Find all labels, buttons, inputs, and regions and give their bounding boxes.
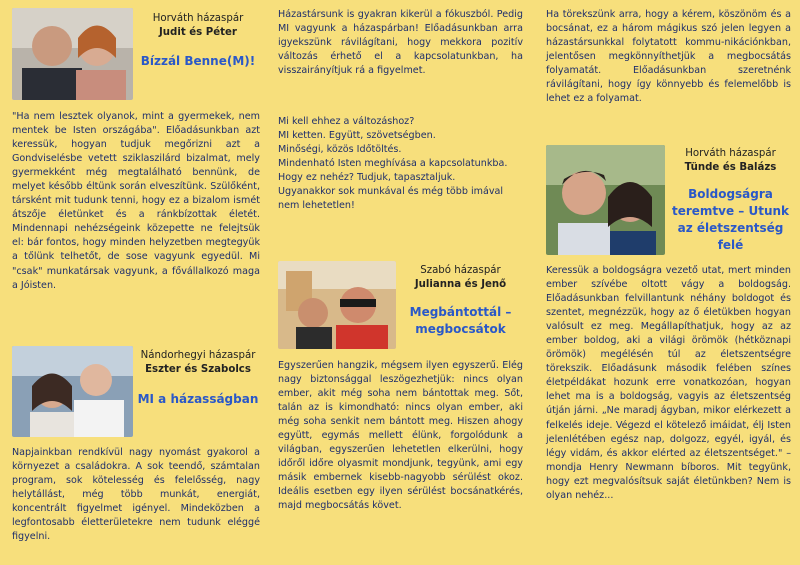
couple-label: Horváth házaspár — [685, 148, 776, 159]
questions-text: Mi kell ehhez a változáshoz? MI ketten. Együtt, szövetségben. Minőségi, közös Időtöltés. Mindenható Isten meghívása a kapcsolatunkba. Hogy ez nehéz? Tudjuk, tapasztaljuk. Ugyanakkor sok munkával és még több imával nem lehetetlen! — [278, 116, 508, 212]
couple-names: Judit és Péter — [159, 27, 237, 38]
couple-header-judit-peter — [136, 12, 260, 70]
intro-text: Házastársunk is gyakran kikerül a fókuszból. Pedig MI vagyunk a házaspárban! Előadásunkban arra igyekszünk rávilágítani, hogy mekkora pozitív változás érhető el a kapcsolatunkban, ha visszairányítjuk rá a figyelmet. — [278, 9, 523, 77]
couple-label: Szabó házaspár — [420, 265, 501, 276]
couple-photo-julianna-jeno — [278, 261, 396, 349]
couple-photo-eszter-szabolcs — [12, 346, 133, 437]
talk-description: Egyszerűen hangzik, mégsem ilyen egyszerű. Elég nagy biztonsággal leszögezhetjük: nincs olyan ember, akit még soha nem bántottak meg. Sőt, talán az is kimondható: nincs olyan ember, aki még soha senkit nem bántott meg. Hiszen ahogy együtt, egymás mellett élünk, forgolódunk a világban, egyszerűen lehetetlen elkerülni, hogy időről időre olyasmit mondjunk, tegyünk, ami egy másik embernek kisebb-nagyobb sérülést okoz. Ideális esetben egy ilyen sérülést bocsánatkérés, majd megbocsátás követ. — [278, 360, 523, 512]
couple-names: Julianna és Jenő — [414, 279, 507, 290]
couple-names: Eszter és Szabolcs — [145, 364, 251, 375]
column-left — [12, 0, 260, 565]
talk-title: MI a házasságban — [137, 392, 259, 406]
intro-text: Ha törekszünk arra, hogy a kérem, köszönöm és a bocsánat, ez a három mágikus szó jelen legyen a házastársunkkal folytatott kommu-nikációnkban, jelentősen megkönnyíthetjük a megbocsátás folyamatát. Előadásunkban szeretnénk rávilágítani, hogy így könnyebb és felemelőbb is lehet ez a folyamat. — [546, 9, 791, 105]
couple-label: Nándorhegyi házaspár — [140, 350, 256, 361]
talk-title: Megbántottál – megbocsátok — [409, 305, 512, 336]
talk-description: Napjainkban rendkívül nagy nyomást gyakorol a környezet a családokra. A sok teendő, számtalan program, sok kötelesség és felelősség, nagy helytállást, még több munkát, energiát, koncentrált figyelmet igényel. Mindeközben a legfontosabb életterületekre nem tudunk eléggé figyelni. — [12, 447, 260, 543]
talk-title: Boldogságra teremtve – Utunk az életszentség felé — [671, 187, 790, 252]
couple-photo-tunde-balazs — [546, 145, 665, 255]
couple-photo-judit-peter — [12, 8, 133, 100]
couple-header-tunde-balazs — [670, 147, 791, 254]
talk-description: "Ha nem lesztek olyanok, mint a gyermekek, nem mentek be Isten országába". Előadásunkban azt keressük, hogyan tudjuk megőrizni azt a Gondviselésbe vetett sziklaszilárd bizalmat, mely gyermekként még megtalálható bennünk, de melyet később éltünk során elveszítünk. Szülőként, társként mit tudunk tenni, hogy ez a bizalom ismét átszője életünket és a ránkbízottak életét. Mindennapi nehézségeink közepette ne felejtsük el: bár fontos, hogy minden helyzetben megtegyük a tőlünk telhetőt, de sose vagyunk egyedül. Mi "csak" munkatársak vagyunk, a fővállalkozó maga a Jóisten. — [12, 111, 260, 291]
couple-names: Tünde és Balázs — [684, 162, 777, 173]
talk-description: Keressük a boldogságra vezető utat, mert minden ember szívébe oltott vágy a boldogság. Előadásunkban felvillantunk néhány boldogot és szentet, megnézzük, hogy az ő életükben hogyan valósult ez meg. Megállapíthatjuk, hogy az az ember boldog, aki a világi örömök (hétköznapi örömök) megélésén túl az életszentségre törekszik. Előadásunk második felében színes életpéldákat hozunk erre vonatkozóan, hogyan lehet ma is a boldogság, vagyis az életszentség útján járni. „Ne maradj ágyban, mikor elérkezett a felkelés ideje. Végezd el kötelező imáidat, élj Isten jelenlétében egész nap, dolgozz, egyél, igyál, és légy vidám, és akkor elérted az életszentséget." – mondja Henry Newmann bíboros. Mit tegyünk, hogy ezt megvalósítsuk saját életünkben? Nem is olyan nehéz... — [546, 265, 791, 501]
column-middle — [278, 0, 523, 565]
column-right — [546, 0, 791, 565]
talk-title: Bízzál Benne(M)! — [140, 54, 256, 68]
couple-label: Horváth házaspár — [152, 13, 244, 24]
couple-header-eszter-szabolcs — [136, 349, 260, 408]
couple-header-julianna-jeno — [398, 264, 523, 338]
